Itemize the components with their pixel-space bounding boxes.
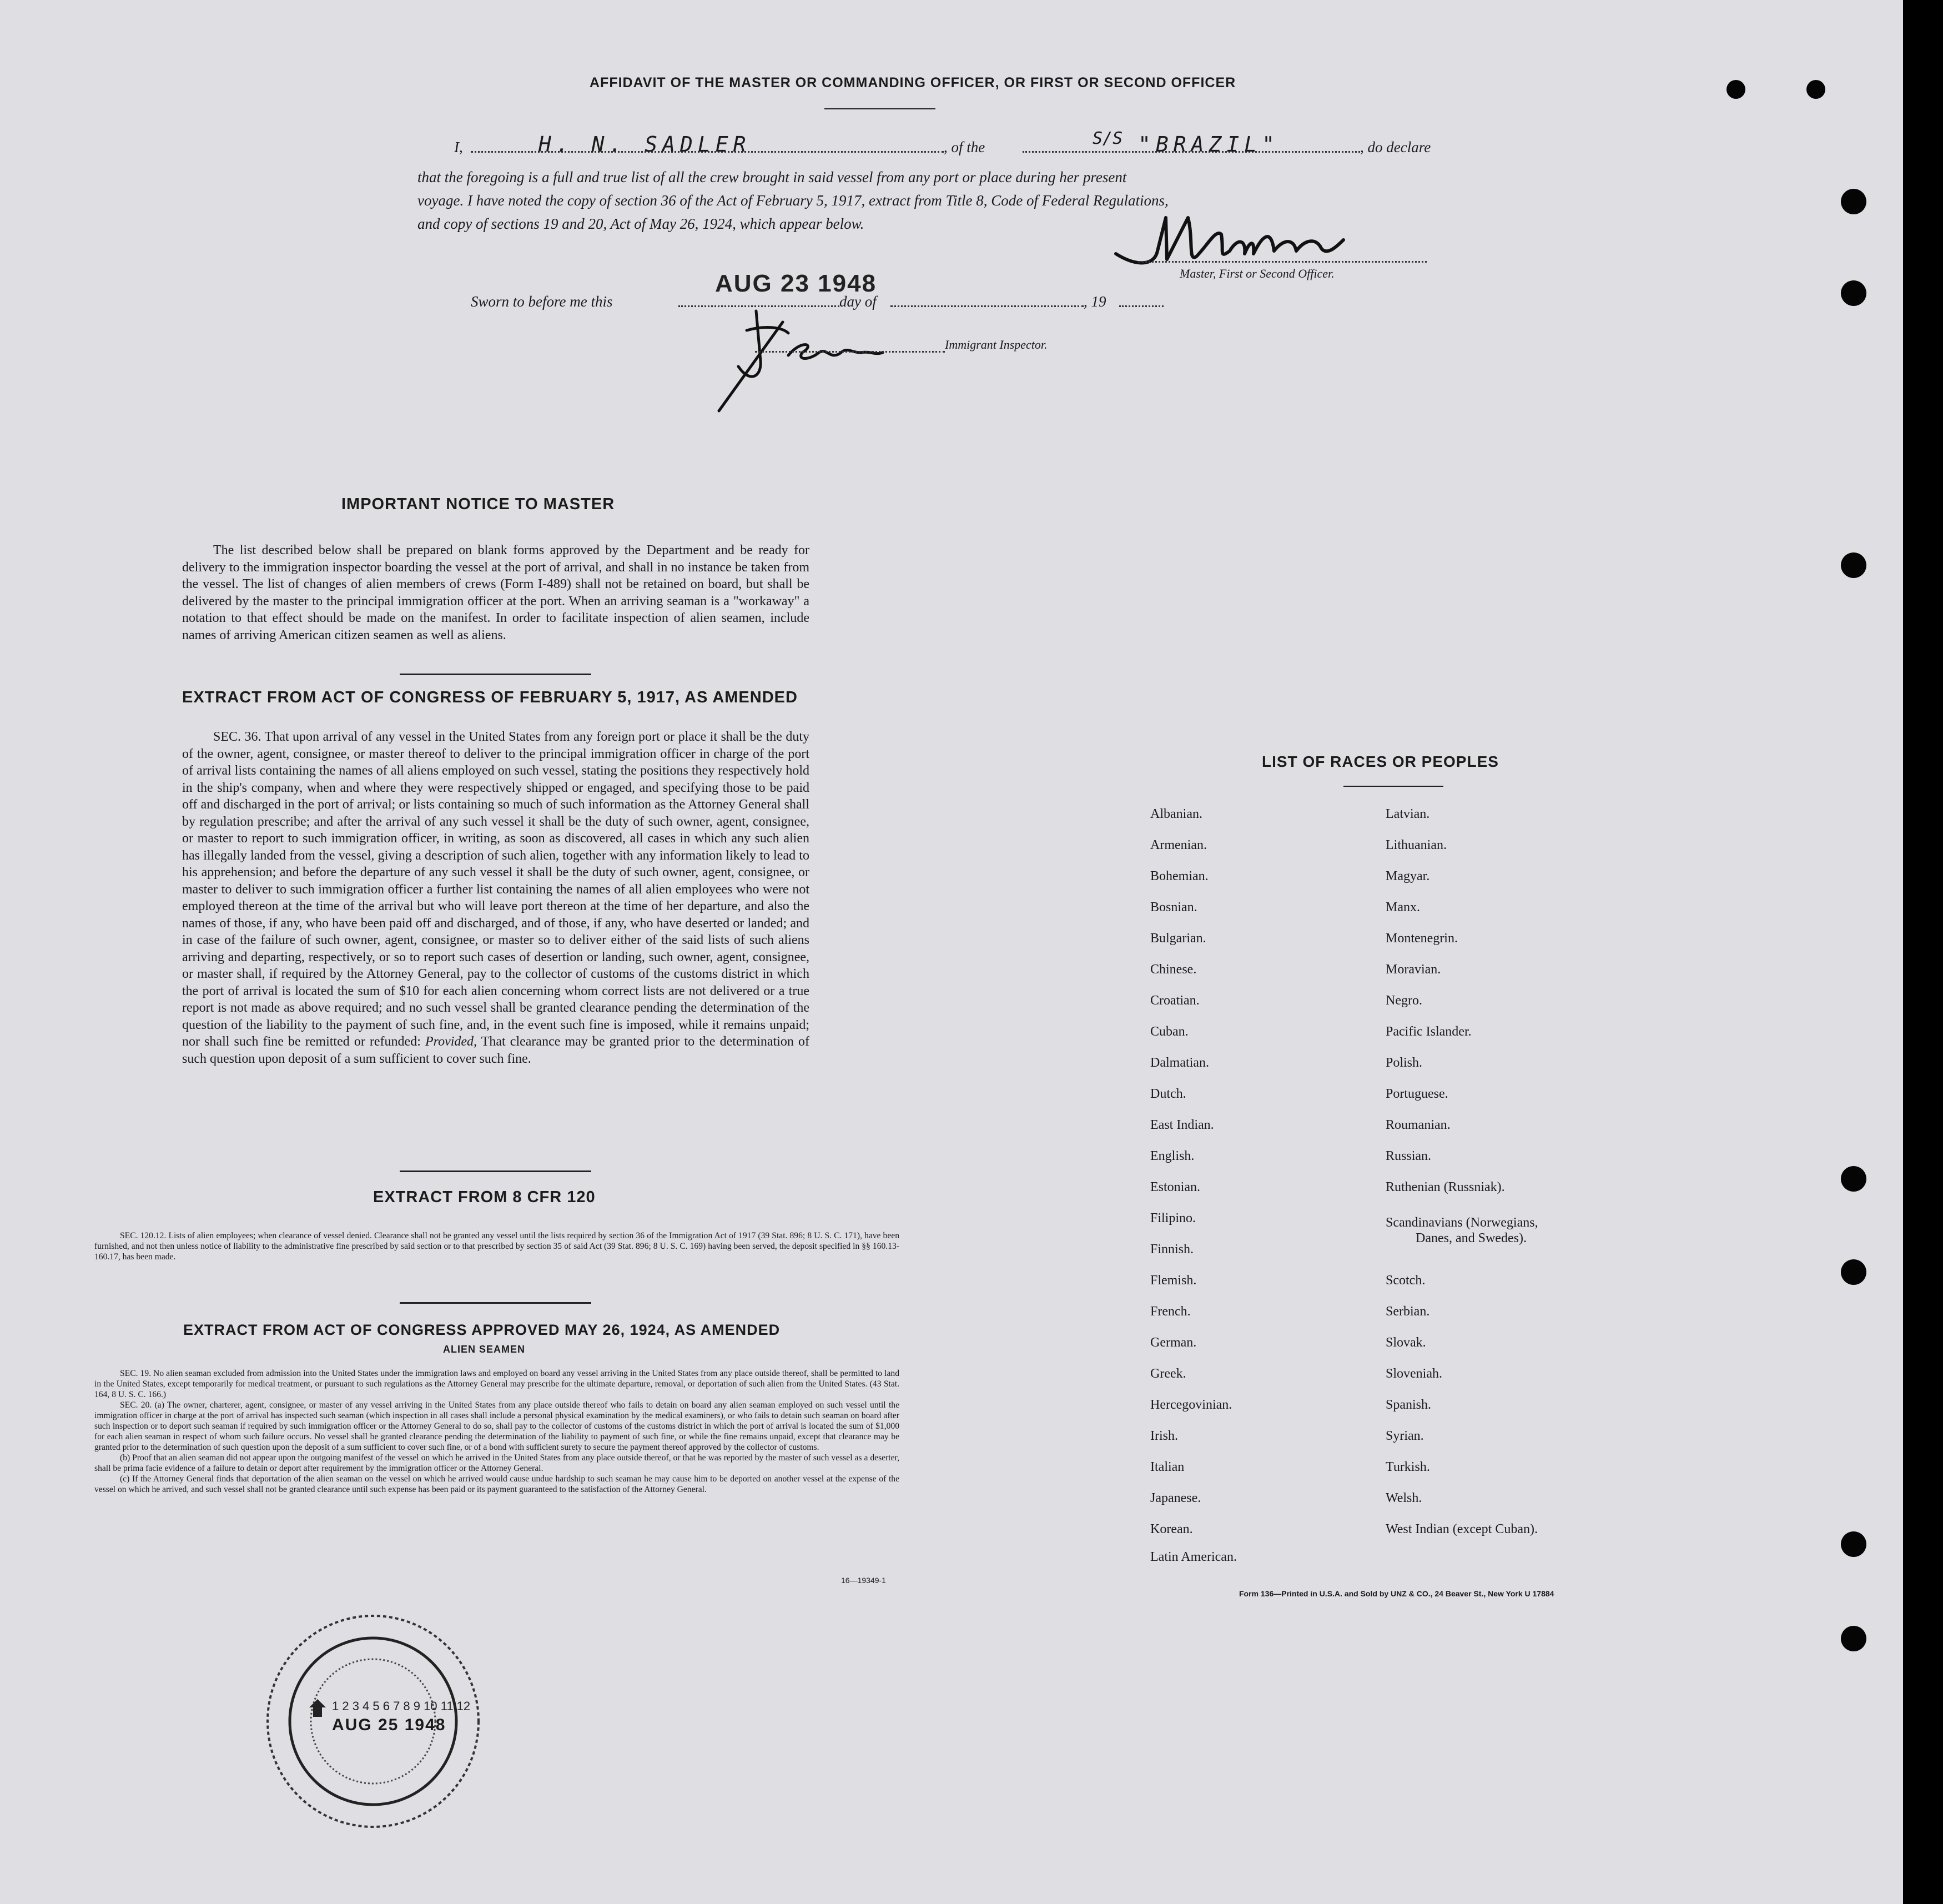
race-item: Greek.	[1150, 1367, 1186, 1381]
extract-1917-title: EXTRACT FROM ACT OF CONGRESS OF FEBRUARY 5, 1917, AS AMENDED	[182, 689, 798, 706]
race-item: English.	[1150, 1149, 1195, 1163]
sworn-label: Sworn to before me this	[471, 293, 613, 310]
race-item: Scotch.	[1386, 1273, 1426, 1288]
signature-line	[1138, 261, 1427, 263]
race-item-continuation: Danes, and Swedes).	[1416, 1231, 1527, 1245]
notice-text: The list described below shall be prepared on blank forms approved by the Department and be ready for delivery to the immigration inspector boarding the vessel at the port of arrival, and shall in no instance be taken from the vessel. The list of changes of alien members of crews (Form I-489) shall not be retained on board, but shall be delivered by the master to the principal immigration officer at the port. When an arriving seaman is a "workaway" a notation to that effect should be made on the manifest. In order to facilitate inspection of alien seamen, include names of arriving American citizen seamen as well as aliens.	[182, 543, 809, 642]
declaration-line: and copy of sections 19 and 20, Act of May 26, 1924, which appear below.	[417, 215, 864, 232]
race-item: Flemish.	[1150, 1273, 1197, 1288]
punch-hole	[1841, 1626, 1866, 1651]
race-item: Serbian.	[1386, 1304, 1430, 1319]
divider	[400, 1302, 591, 1304]
stamp-ring-numbers: 1 2 3 4 5 6 7 8 9 10 11 12	[332, 1699, 471, 1713]
punch-hole	[1841, 1259, 1866, 1285]
punch-hole	[1841, 280, 1866, 306]
section-paragraph: (c) If the Attorney General finds that deportation of the alien seaman on the vessel on which he arrived would cause undue hardship to such seaman he may cause him to be deported on another vessel at the expense of the vessel on which he arrived, and such vessel shall not be granted clearance until such expense has been paid or its payment guaranteed to the satisfaction of the Attorney General.	[94, 1474, 899, 1494]
race-item: French.	[1150, 1304, 1191, 1319]
inspector-line	[755, 351, 945, 353]
vessel-prefix: S/S	[1093, 129, 1123, 148]
race-item: Korean.	[1150, 1522, 1193, 1536]
sworn-date-stamp: AUG 23 1948	[715, 270, 877, 297]
print-code: 16—19349-1	[841, 1576, 886, 1585]
punch-hole	[1841, 1531, 1866, 1557]
race-item: Croatian.	[1150, 993, 1200, 1008]
race-item: Japanese.	[1150, 1491, 1201, 1505]
punch-hole	[1841, 552, 1866, 578]
race-item: Montenegrin.	[1386, 931, 1458, 946]
race-item: Cuban.	[1150, 1024, 1189, 1039]
race-item: Bosnian.	[1150, 900, 1197, 915]
race-item: Russian.	[1386, 1149, 1432, 1163]
stamp-date: AUG 25 1948	[332, 1716, 446, 1734]
race-item: Finnish.	[1150, 1242, 1194, 1257]
punch-hole	[1806, 80, 1825, 99]
race-item: Negro.	[1386, 993, 1422, 1008]
extract-cfr-title: EXTRACT FROM 8 CFR 120	[373, 1188, 596, 1206]
declaration-line: that the foregoing is a full and true list of all the crew brought in said vessel from any port or place during her present	[417, 169, 1127, 185]
proviso-text: That clearance may be granted prior to the determination of such question upon deposit of a sum sufficient to cover such fine.	[182, 1034, 810, 1066]
declaration-line: voyage. I have noted the copy of section 36 of the Act of February 5, 1917, extract from Title 8, Code of Federal Regulations,	[417, 192, 1169, 209]
inspector-caption: Immigrant Inspector.	[945, 338, 1048, 351]
race-item: Filipino.	[1150, 1211, 1196, 1225]
form-note: Form 136—Printed in U.S.A. and Sold by UNZ & CO., 24 Beaver St., New York U 17884	[1239, 1589, 1554, 1598]
race-item: Armenian.	[1150, 838, 1207, 852]
pronoun-label: I,	[454, 139, 463, 155]
master-caption: Master, First or Second Officer.	[1180, 267, 1335, 280]
race-item: West Indian (except Cuban).	[1386, 1522, 1538, 1536]
race-item: Albanian.	[1150, 807, 1202, 821]
extract-cfr-text	[94, 1230, 899, 1262]
race-item: Sloveniah.	[1386, 1367, 1442, 1381]
race-item: Portuguese.	[1386, 1087, 1448, 1101]
officer-name: H. N. SADLER	[538, 132, 751, 157]
race-item: Moravian.	[1386, 962, 1441, 977]
extract-1924-subtitle: ALIEN SEAMEN	[443, 1344, 526, 1355]
vessel-name: "BRAZIL"	[1138, 132, 1280, 157]
punch-hole	[1841, 1166, 1866, 1192]
race-item: Roumanian.	[1386, 1118, 1451, 1132]
year-label: , 19	[1084, 293, 1106, 310]
race-item: Pacific Islander.	[1386, 1024, 1472, 1039]
punch-hole	[1726, 80, 1745, 99]
title-divider	[824, 108, 935, 109]
race-item: East Indian.	[1150, 1118, 1214, 1132]
punch-hole	[1841, 189, 1866, 214]
race-item: Magyar.	[1386, 869, 1430, 883]
race-item-multiline	[1386, 1203, 1697, 1265]
year-line	[1119, 305, 1164, 307]
race-item: Manx.	[1386, 900, 1420, 915]
race-item: Syrian.	[1386, 1429, 1424, 1443]
race-item: Lithuanian.	[1386, 838, 1447, 852]
race-item: Slovak.	[1386, 1335, 1426, 1350]
proviso-word: Provided,	[425, 1034, 477, 1049]
race-item: Dutch.	[1150, 1087, 1186, 1101]
race-item: Italian	[1150, 1460, 1185, 1474]
day-of-label: day of	[839, 293, 877, 310]
extract-1924-text	[94, 1368, 899, 1495]
affidavit-title: AFFIDAVIT OF THE MASTER OR COMMANDING OFFICER, OR FIRST OR SECOND OFFICER	[590, 75, 1236, 91]
race-item: Ruthenian (Russniak).	[1386, 1180, 1505, 1194]
notice-title: IMPORTANT NOTICE TO MASTER	[341, 495, 615, 513]
divider	[400, 1170, 591, 1172]
race-item: Hercegovinian.	[1150, 1398, 1232, 1412]
races-title: LIST OF RACES OR PEOPLES	[1262, 753, 1499, 770]
section-paragraph: (b) Proof that an alien seaman did not appear upon the outgoing manifest of the vessel on which he arrived in the United States from any place outside thereof, or that he was reported by the master of such vessel as a deserter, shall be prima facie evidence of a failure to detain or deport after requirement by the immigration officer or the Attorney General.	[94, 1453, 899, 1473]
sec-120-12-text: SEC. 120.12. Lists of alien employees; when clearance of vessel denied. Clearance shall not be granted any vessel until the lists required by section 36 of the Immigration Act of 1917 (39 Stat. 896; 8 U. S. C. 171), have been furnished, and not then unless notice of liability to the administrative fine prescribed by said section or to that prescribed by section 35 of said Act (39 Stat. 896; 8 U. S. C. 169) having been served, the deposit specified in §§ 160.13-160.17, has been made.	[94, 1231, 899, 1262]
race-item: Scandinavians (Norwegians,	[1386, 1215, 1538, 1230]
race-item: Dalmatian.	[1150, 1056, 1209, 1070]
race-item: Bohemian.	[1150, 869, 1209, 883]
race-item: German.	[1150, 1335, 1197, 1350]
extract-1924-title: EXTRACT FROM ACT OF CONGRESS APPROVED MAY 26, 1924, AS AMENDED	[183, 1322, 781, 1338]
race-item: Welsh.	[1386, 1491, 1422, 1505]
inspection-stamp	[262, 1610, 484, 1832]
race-item: Spanish.	[1386, 1398, 1432, 1412]
inspector-signature-image	[705, 300, 966, 416]
section-36-text: SEC. 36. That upon arrival of any vessel in the United States from any foreign port or place it shall be the duty of the owner, agent, consignee, or master thereof to deliver to the principal immigration officer in charge of the port of arrival lists containing the names of all aliens employed on such vessel, stating the positions they respectively hold in the ship's company, when and where they were respectively shipped or engaged, and specifying those to be paid off and discharged in the port of arrival; or lists containing so much of such information as the Attorney General shall by regulation prescribe; and after the arrival of any such vessel it shall be the duty of such owner, agent, consignee, or master to report to such immigration officer, in writing, as soon as discovered, all cases in which any such alien has illegally landed from the vessel, giving a description of such alien, together with any information likely to lead to his apprehension; and before the departure of any such vessel it shall be the duty of such owner, agent, consignee, or master to deliver to such immigration officer a further list containing the names of all alien employees who were not employed thereon at the time of the arrival but who will leave port thereon at the time of her departure, and also the names of those, if any, who have been paid off and discharged, and of those, if any, who have deserted or landed; and in case of the failure of such owner, agent, consignee, or master so to deliver either of the said lists of such aliens arriving and departing, respectively, or so to report such cases of desertion or landing, such owner, agent, consignee, or master shall, if required by the Attorney General, pay to the collector of customs of the customs district in which the port of arrival is located the sum of $10 for each alien concerning whom correct lists are not delivered or a true report is not made as above required; and no such vessel shall be granted clearance pending the determination of the question of the liability to the payment of such fine, and, in the event such fine is imposed, while it remains unpaid; nor shall such fine be remitted or refunded:	[182, 730, 809, 1049]
race-item: Estonian.	[1150, 1180, 1200, 1194]
race-item: Turkish.	[1386, 1460, 1430, 1474]
race-item: Irish.	[1150, 1429, 1178, 1443]
of-the-label: , of the	[944, 139, 985, 155]
section-paragraph: SEC. 19. No alien seaman excluded from admission into the United States under the immigration laws and employed on board any vessel arriving in the United States from any place outside thereof, shall be permitted to land in the United States, except temporarily for medical treatment, or pursuant to such regulations as the Attorney General may prescribe for the ultimate departure, removal, or deportation of such alien from the United States. (43 Stat. 164, 8 U. S. C. 166.)	[94, 1369, 899, 1399]
races-divider	[1343, 786, 1443, 787]
race-item: Bulgarian.	[1150, 931, 1206, 946]
declare-label: , do declare	[1360, 139, 1431, 155]
race-item: Chinese.	[1150, 962, 1197, 977]
extract-1917-text	[182, 729, 809, 1067]
race-item: Latvian.	[1386, 807, 1430, 821]
races-right-column	[1386, 798, 1697, 1545]
divider	[400, 674, 591, 675]
race-item: Latin American.	[1150, 1550, 1237, 1564]
race-item: Polish.	[1386, 1056, 1423, 1070]
section-paragraph: SEC. 20. (a) The owner, charterer, agent, consignee, or master of any vessel arriving in the United States from any place outside thereof who fails to detain on board any alien seaman employed on such vessel until the immigration officer in charge at the port of arrival has inspected such seaman (which inspection in all cases shall include a personal physical examination by the medical examiners), or who fails to detain such seaman on board after such inspection or to deport such seaman if required by such immigration officer or the Attorney General to do so, shall pay to the collector of customs of the customs district in which the port of arrival is located the sum of $1,000 for each alien seaman in respect of whom such failure occurs. No vessel shall be granted clearance pending the determination of the liability to payment of such fine, or while the fine remains unpaid, except that clearance may be granted prior to the determination of such question upon the deposit of a sum sufficient to cover such fine, or of a bond with sufficient surety to secure the payment thereof approved by the collector of customs.	[94, 1400, 899, 1452]
